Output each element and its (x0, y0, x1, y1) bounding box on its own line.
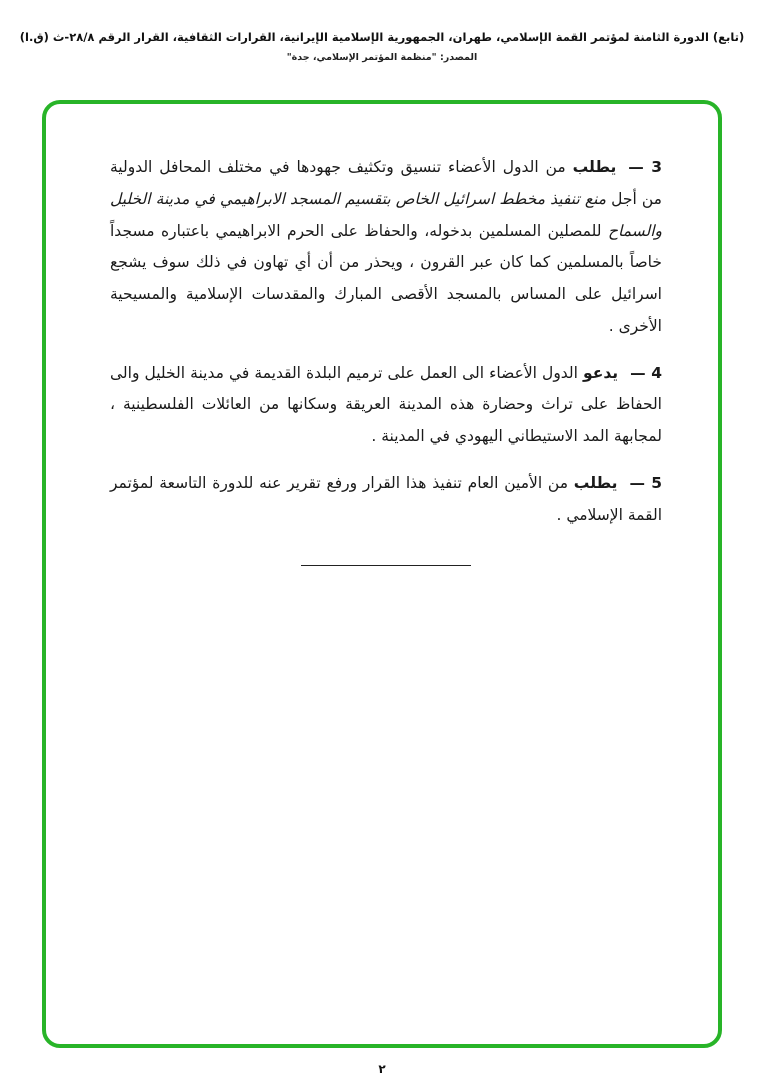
clause-3-text-continued: للمصلين المسلمين بدخوله، والحفاظ على الحرم الابراهيمي باعتباره مسجداً خاصاً بالمسلمين كما كان عبر القرون ، ويحذر من أن أي تهاون في ذلك سوف يشجع اسرائيل على المساس بالمسجد الأقصى المبارك والمقدسات الإسلامية والمسيحية الأخرى . (110, 221, 662, 335)
green-border-frame (42, 100, 722, 1048)
clause-4-dash: — (630, 363, 646, 382)
clause-4-number (630, 364, 662, 382)
clause-5-lead-word: يطلب (573, 473, 618, 492)
resolution-clause-5 (110, 468, 662, 532)
clause-4-text: الدول الأعضاء الى العمل على ترميم البلدة القديمة في مدينة الخليل والى الحفاظ على تراث وحضارة هذه المدينة العريقة وسكانها من العائلات الفلسطينية ، لمجابهة المد الاستيطاني اليهودي في المدينة . (110, 363, 662, 446)
resolution-body (46, 104, 718, 566)
page-number: ٢ (378, 1062, 386, 1076)
clause-3-text-emphasis: منع تنفيذ مخطط اسرائيل الخاص بتقسيم المسجد الابراهيمي في مدينة الخليل والسماح (110, 189, 662, 240)
clause-3-lead-word: يطلب (572, 158, 617, 176)
clause-3-text: من الدول الأعضاء تنسيق وتكثيف جهودها في مختلف المحافل الدولية من أجل (110, 158, 662, 208)
source-value: "منظمة المؤتمر الإسلامي، جدة" (286, 52, 437, 63)
clause-4-digit: 4 (651, 363, 662, 382)
page-footer (0, 1062, 764, 1076)
clause-5-dash: — (629, 473, 645, 492)
clause-5-number (629, 474, 662, 492)
source-label: المصدر: (439, 52, 478, 63)
closing-rule (301, 565, 471, 566)
clause-3-dash: — (628, 158, 644, 176)
resolution-clause-3 (110, 152, 662, 343)
clause-3-digit: 3 (651, 158, 662, 176)
document-header (10, 30, 754, 63)
clause-3-number (628, 158, 662, 176)
clause-5-text: من الأمين العام تنفيذ هذا القرار ورفع تقرير عنه للدورة التاسعة لمؤتمر القمة الإسلامي . (110, 473, 662, 524)
resolution-clause-4 (110, 358, 662, 453)
clause-4-lead-word: يدعو (583, 363, 619, 382)
header-title-line: (تابع) الدورة الثامنة لمؤتمر القمة الإسلامي، طهران، الجمهورية الإسلامية الإيرانية، القرارات الثقافية، القرار الرقم ٢٨/٨-ث (ق.ا) (19, 30, 745, 44)
header-source-line (10, 52, 754, 63)
clause-5-digit: 5 (651, 473, 662, 492)
